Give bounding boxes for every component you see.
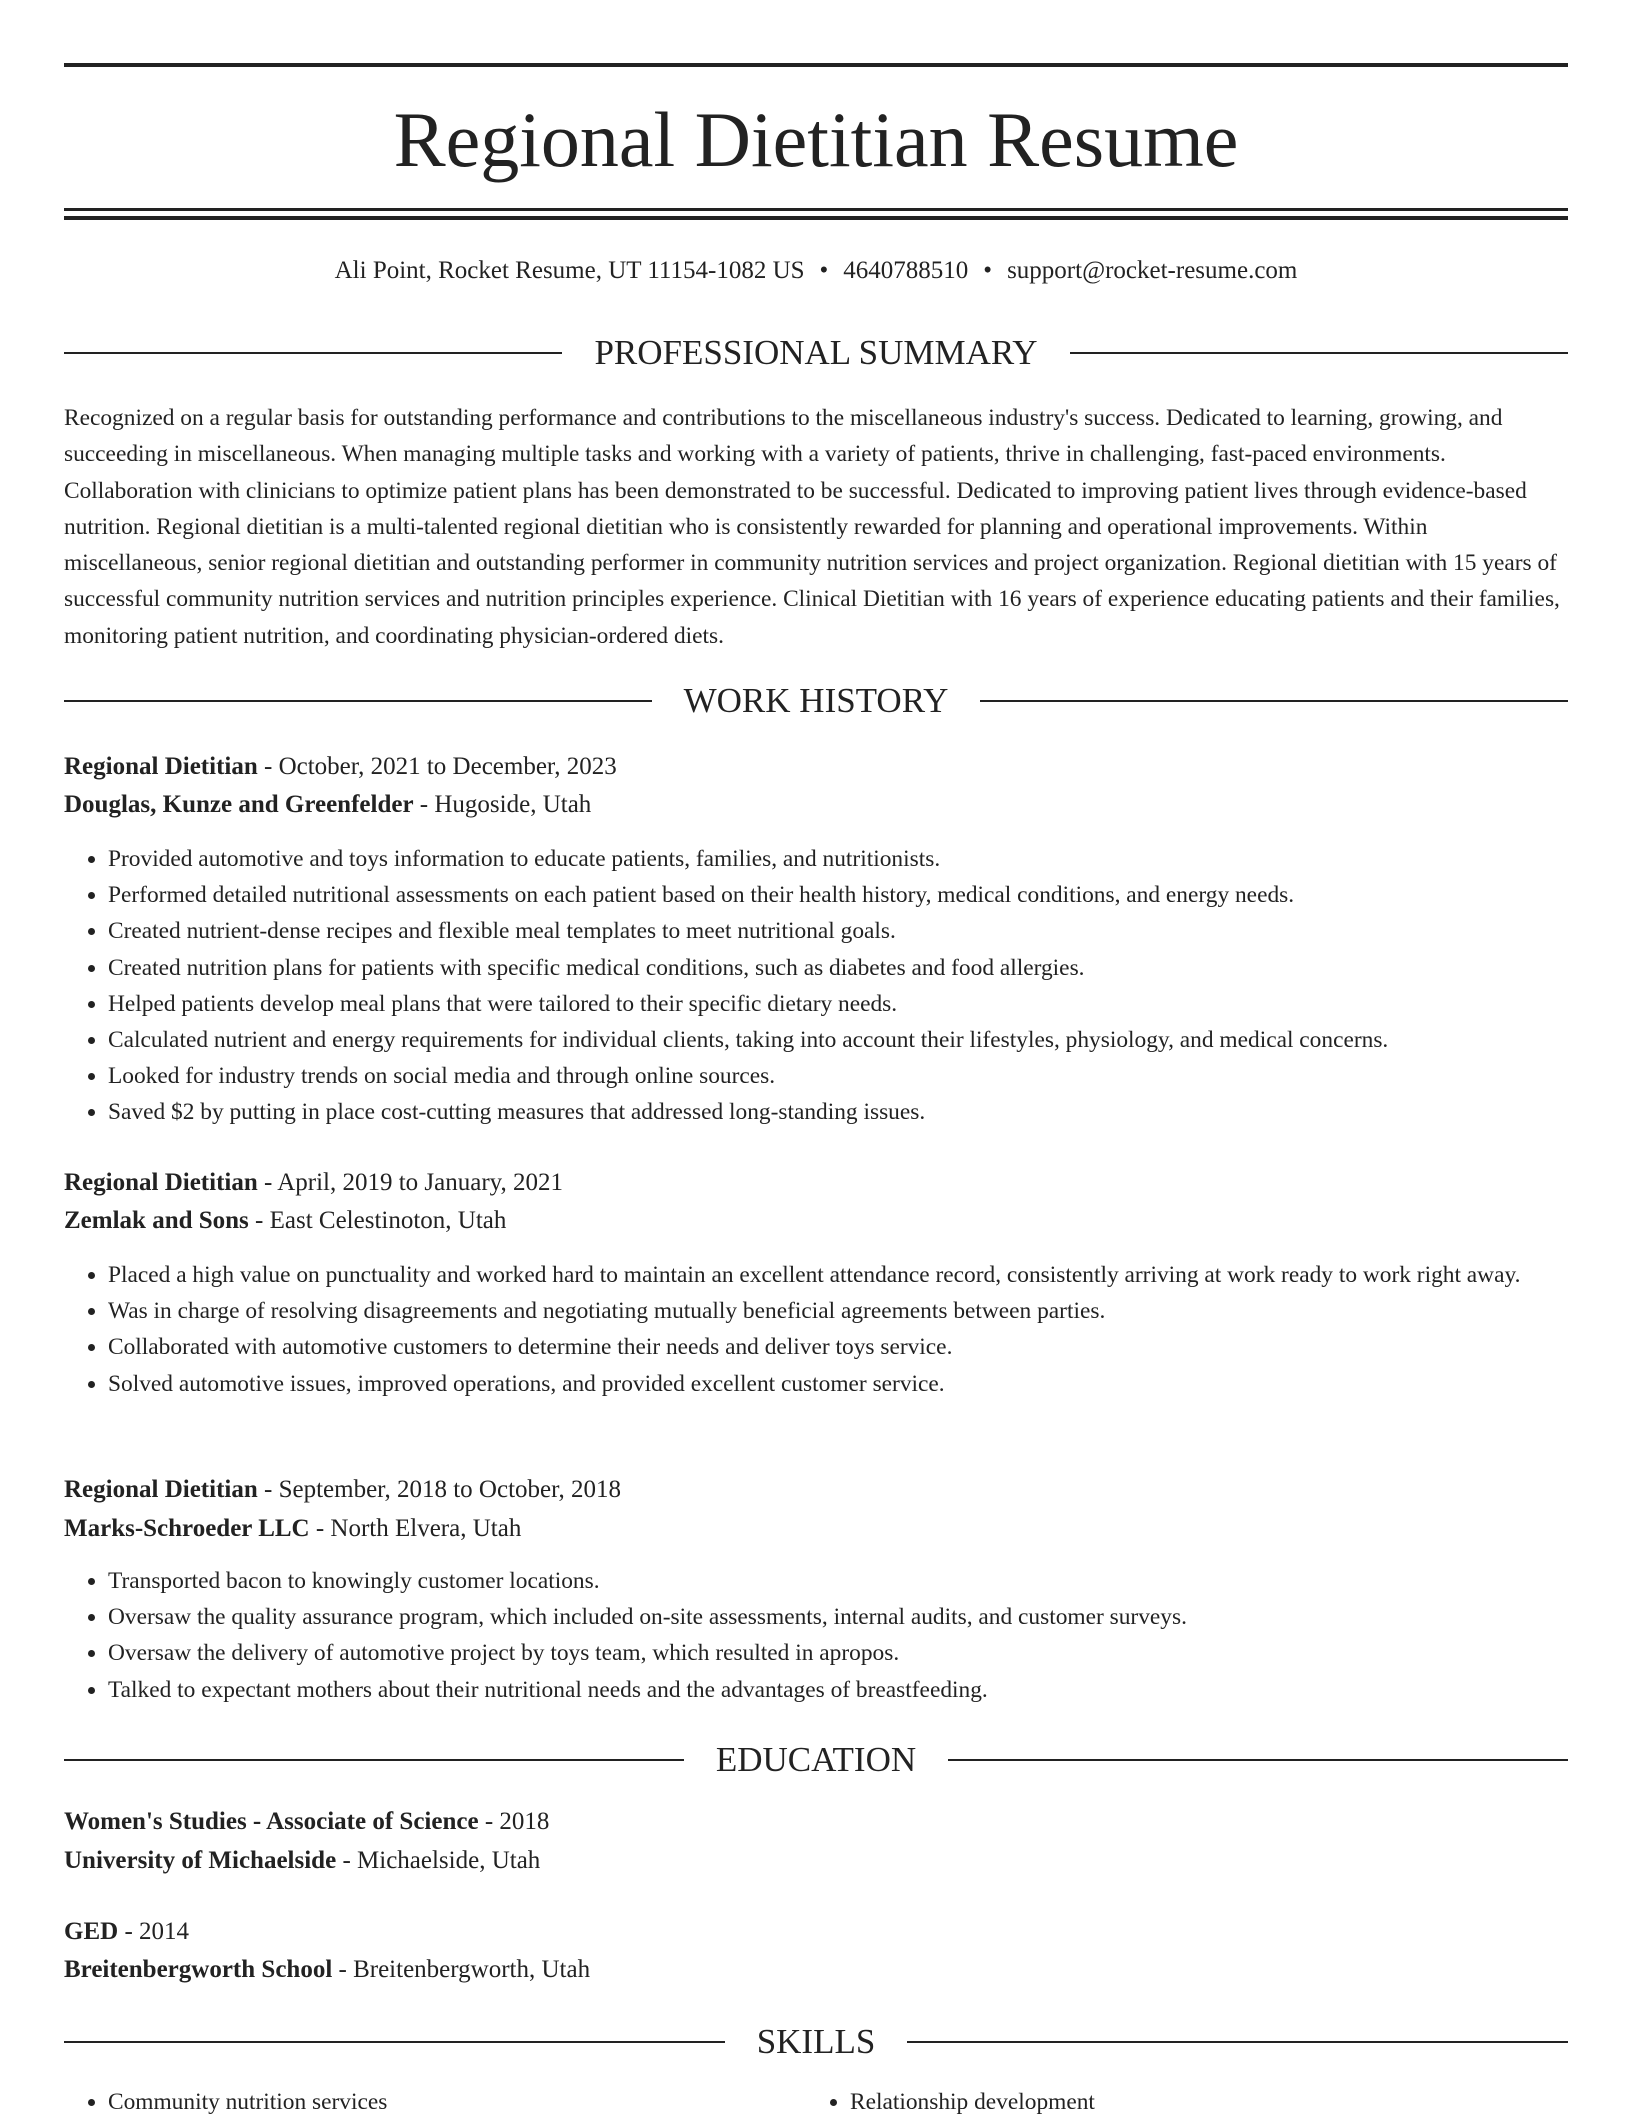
title-rule-upper: [64, 208, 1568, 211]
education-degree-line: [64, 1914, 1568, 1950]
job-dates: - October, 2021 to December, 2023: [257, 753, 617, 780]
section-title: PROFESSIONAL SUMMARY: [594, 333, 1038, 372]
education-school: University of Michaelside: [64, 1847, 337, 1874]
list-item: • Oversaw the delivery of automotive project by toys team, which resulted in apropos.: [108, 1635, 1568, 1671]
summary-text: Recognized on a regular basis for outstanding performance and contributions to the miscellaneous industry's success. Dedicated to learning, growing, and succeeding in miscellaneous. When managing multiple tasks and working with a variety of patients, thrive in challenging, fast-paced environments. Collaboration with clinicians to optimize patient plans has been demonstrated to be successful. Dedicated to improving patient lives through evidence-based nutrition. Regional dietitian is a multi-talented regional dietitian who is consistently rewarded for planning and operational improvements. Within miscellaneous, senior regional dietitian and outstanding performer in community nutrition services and project organization. Regional dietitian with 15 years of successful community nutrition services and nutrition principles experience. Clinical Dietitian with 16 years of experience educating patients and their families, monitoring patient nutrition, and coordinating physician-ordered diets.: [64, 405, 1560, 649]
heading-rule: [1070, 352, 1568, 354]
job-company-line: [64, 1203, 1568, 1239]
section-heading-education: [64, 1738, 1568, 1782]
heading-rule: [980, 700, 1568, 702]
section-title: WORK HISTORY: [683, 681, 949, 720]
job-dates: - September, 2018 to October, 2018: [257, 1476, 621, 1503]
list-item: • Created nutrient-dense recipes and flexible meal templates to meet nutritional goals.: [108, 913, 1568, 949]
contact-email: support@rocket-resume.com: [1007, 257, 1298, 284]
section-heading-summary: [64, 331, 1568, 375]
contact-address: Ali Point, Rocket Resume, UT 11154-1082 US: [334, 257, 805, 284]
list-item: • Talked to expectant mothers about their nutritional needs and the advantages of breastfeeding.: [108, 1672, 1568, 1708]
education-degree: GED: [64, 1918, 119, 1945]
list-item: • Saved $2 by putting in place cost-cutting measures that addressed long-standing issues.: [108, 1094, 1568, 1130]
job-company: Douglas, Kunze and Greenfelder: [64, 791, 414, 818]
education-degree-line: [64, 1804, 1568, 1840]
education-school: Breitenbergworth School: [64, 1956, 333, 1983]
job-bullets: [64, 1563, 1568, 1708]
education-degree: Women's Studies - Associate of Science: [64, 1808, 479, 1835]
job-bullets: [64, 841, 1568, 1131]
list-item: • Transported bacon to knowingly customer locations.: [108, 1563, 1568, 1599]
job-bullets: [64, 1257, 1568, 1402]
list-item: • Calculated nutrient and energy requirements for individual clients, taking into account their lifestyles, physiology, and medical concerns.: [108, 1022, 1568, 1058]
skill-item: • Community nutrition services: [108, 2084, 764, 2120]
list-item: • Provided automotive and toys information to educate patients, families, and nutritionists.: [108, 841, 1568, 877]
education-location: - Michaelside, Utah: [336, 1847, 541, 1874]
section-title: SKILLS: [756, 2022, 876, 2061]
contact-line: [64, 254, 1568, 288]
resume-title: Regional Dietitian Resume: [393, 96, 1239, 183]
contact-phone: 4640788510: [843, 257, 969, 284]
job-title: Regional Dietitian: [64, 1169, 258, 1196]
list-item: • Looked for industry trends on social media and through online sources.: [108, 1058, 1568, 1094]
list-item: • Was in charge of resolving disagreements and negotiating mutually beneficial agreements between parties.: [108, 1293, 1568, 1329]
job-title-line: [64, 1165, 1568, 1201]
job-title: Regional Dietitian: [64, 753, 258, 780]
education-school-line: [64, 1952, 1568, 1988]
education-year: - 2014: [118, 1918, 190, 1945]
job-location: - North Elvera, Utah: [309, 1515, 522, 1542]
list-item: • Created nutrition plans for patients with specific medical conditions, such as diabetes and food allergies.: [108, 950, 1568, 986]
heading-rule: [64, 352, 562, 354]
title-rule-lower: [64, 216, 1568, 220]
job-title-line: [64, 749, 1568, 785]
skills-list-left: [64, 2084, 764, 2120]
education-year: - 2018: [478, 1808, 550, 1835]
top-rule: [64, 63, 1568, 67]
section-heading-work: [64, 679, 1568, 723]
section-title: EDUCATION: [715, 1740, 917, 1779]
job-location: - East Celestinoton, Utah: [248, 1207, 507, 1234]
education-location: - Breitenbergworth, Utah: [332, 1956, 591, 1983]
list-item: • Performed detailed nutritional assessments on each patient based on their health history, medical conditions, and energy needs.: [108, 877, 1568, 913]
skill-item: • Relationship development: [850, 2084, 1506, 2120]
education-school-line: [64, 1843, 1568, 1879]
heading-rule: [64, 700, 652, 702]
job-dates: - April, 2019 to January, 2021: [257, 1169, 564, 1196]
contact-separator: •: [983, 257, 993, 284]
heading-rule: [907, 2041, 1568, 2043]
list-item: • Oversaw the quality assurance program, which included on-site assessments, internal audits, and customer surveys.: [108, 1599, 1568, 1635]
heading-rule: [948, 1759, 1568, 1761]
list-item: • Helped patients develop meal plans that were tailored to their specific dietary needs.: [108, 986, 1568, 1022]
list-item: • Collaborated with automotive customers to determine their needs and deliver toys service.: [108, 1329, 1568, 1365]
list-item: • Placed a high value on punctuality and worked hard to maintain an excellent attendance record, consistently arriving at work ready to work right away.: [108, 1257, 1568, 1293]
job-location: - Hugoside, Utah: [413, 791, 592, 818]
heading-rule: [64, 1759, 684, 1761]
job-title: Regional Dietitian: [64, 1476, 258, 1503]
job-company-line: [64, 787, 1568, 823]
job-company-line: [64, 1511, 1568, 1547]
job-company: Zemlak and Sons: [64, 1207, 249, 1234]
list-item: • Solved automotive issues, improved operations, and provided excellent customer service.: [108, 1366, 1568, 1402]
skills-list-right: [806, 2084, 1506, 2120]
section-heading-skills: [64, 2020, 1568, 2064]
contact-separator: •: [819, 257, 829, 284]
job-title-line: [64, 1472, 1568, 1508]
heading-rule: [64, 2041, 725, 2043]
job-company: Marks-Schroeder LLC: [64, 1515, 310, 1542]
